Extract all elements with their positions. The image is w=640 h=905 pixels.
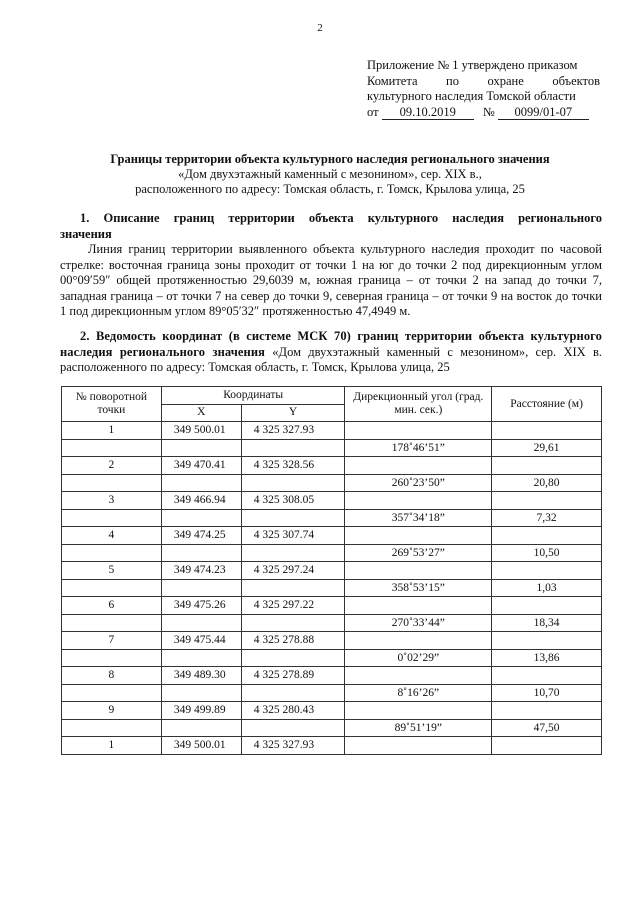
segment-angle: 270˚33’44” bbox=[345, 614, 492, 632]
point-x: 349 466.94 bbox=[161, 492, 241, 510]
angle-empty bbox=[345, 527, 492, 545]
point-number: 8 bbox=[62, 667, 162, 685]
coordinates-table-body bbox=[62, 422, 602, 755]
segment-distance: 10,70 bbox=[492, 684, 602, 702]
approval-number: 0099/01-07 bbox=[498, 106, 589, 120]
segment-distance: 18,34 bbox=[492, 614, 602, 632]
angle-empty bbox=[345, 562, 492, 580]
approval-date-number-row bbox=[367, 105, 600, 121]
section-2 bbox=[60, 329, 602, 376]
segment-row bbox=[62, 474, 602, 492]
point-row bbox=[62, 737, 602, 755]
point-number: 7 bbox=[62, 632, 162, 650]
header-coords: Координаты bbox=[161, 387, 345, 405]
segment-row bbox=[62, 614, 602, 632]
segment-y-empty bbox=[241, 474, 345, 492]
point-row bbox=[62, 457, 602, 475]
point-x: 349 499.89 bbox=[161, 702, 241, 720]
segment-point-empty bbox=[62, 509, 162, 527]
segment-x-empty bbox=[161, 719, 241, 737]
point-x: 349 475.26 bbox=[161, 597, 241, 615]
angle-empty bbox=[345, 632, 492, 650]
segment-point-empty bbox=[62, 684, 162, 702]
point-number: 6 bbox=[62, 597, 162, 615]
segment-angle: 89˚51’19” bbox=[345, 719, 492, 737]
segment-x-empty bbox=[161, 439, 241, 457]
from-label: от bbox=[367, 104, 379, 119]
segment-row bbox=[62, 544, 602, 562]
point-number: 1 bbox=[62, 422, 162, 440]
coordinates-table bbox=[61, 386, 602, 755]
segment-distance: 1,03 bbox=[492, 579, 602, 597]
segment-point-empty bbox=[62, 439, 162, 457]
point-row bbox=[62, 632, 602, 650]
segment-point-empty bbox=[62, 579, 162, 597]
angle-empty bbox=[345, 702, 492, 720]
distance-empty bbox=[492, 667, 602, 685]
segment-distance: 29,61 bbox=[492, 439, 602, 457]
segment-distance: 13,86 bbox=[492, 649, 602, 667]
header-point: № поворотной точки bbox=[62, 387, 162, 422]
page-number: 2 bbox=[317, 22, 323, 34]
header-y: Y bbox=[241, 404, 345, 422]
point-number: 5 bbox=[62, 562, 162, 580]
segment-y-empty bbox=[241, 509, 345, 527]
point-y: 4 325 278.88 bbox=[241, 632, 345, 650]
distance-empty bbox=[492, 597, 602, 615]
segment-y-empty bbox=[241, 579, 345, 597]
point-y: 4 325 297.24 bbox=[241, 562, 345, 580]
segment-row bbox=[62, 719, 602, 737]
point-x: 349 500.01 bbox=[161, 422, 241, 440]
segment-row bbox=[62, 579, 602, 597]
segment-angle: 269˚53’27” bbox=[345, 544, 492, 562]
point-x: 349 475.44 bbox=[161, 632, 241, 650]
segment-angle: 358˚53’15” bbox=[345, 579, 492, 597]
angle-empty bbox=[345, 597, 492, 615]
segment-y-empty bbox=[241, 649, 345, 667]
segment-row bbox=[62, 649, 602, 667]
segment-row bbox=[62, 684, 602, 702]
segment-y-empty bbox=[241, 684, 345, 702]
point-row bbox=[62, 422, 602, 440]
appendix-line-3: культурного наследия Томской области bbox=[367, 89, 576, 103]
segment-x-empty bbox=[161, 684, 241, 702]
segment-y-empty bbox=[241, 439, 345, 457]
appendix-line-2: Комитета по охране объектов bbox=[367, 73, 600, 88]
distance-empty bbox=[492, 632, 602, 650]
section-2-heading bbox=[60, 329, 602, 376]
appendix-approval-block bbox=[367, 58, 600, 120]
distance-empty bbox=[492, 562, 602, 580]
point-x: 349 474.23 bbox=[161, 562, 241, 580]
segment-angle: 0˚02’29” bbox=[345, 649, 492, 667]
segment-x-empty bbox=[161, 579, 241, 597]
distance-empty bbox=[492, 702, 602, 720]
point-y: 4 325 327.93 bbox=[241, 737, 345, 755]
point-y: 4 325 307.74 bbox=[241, 527, 345, 545]
segment-y-empty bbox=[241, 719, 345, 737]
point-x: 349 489.30 bbox=[161, 667, 241, 685]
angle-empty bbox=[345, 457, 492, 475]
angle-empty bbox=[345, 422, 492, 440]
point-row bbox=[62, 527, 602, 545]
segment-x-empty bbox=[161, 509, 241, 527]
section-2-heading-bold: 2. Ведомость координат (в системе МСК 70) границ территории объекта культурного наследия регионального значения bbox=[60, 329, 602, 359]
document-title bbox=[60, 152, 600, 197]
distance-empty bbox=[492, 422, 602, 440]
point-y: 4 325 297.22 bbox=[241, 597, 345, 615]
point-number: 9 bbox=[62, 702, 162, 720]
segment-point-empty bbox=[62, 474, 162, 492]
point-x: 349 474.25 bbox=[161, 527, 241, 545]
segment-x-empty bbox=[161, 474, 241, 492]
point-y: 4 325 280.43 bbox=[241, 702, 345, 720]
appendix-line-1: Приложение № 1 утверждено приказом bbox=[367, 58, 578, 72]
point-row bbox=[62, 597, 602, 615]
distance-empty bbox=[492, 737, 602, 755]
segment-row bbox=[62, 509, 602, 527]
segment-point-empty bbox=[62, 649, 162, 667]
point-y: 4 325 308.05 bbox=[241, 492, 345, 510]
segment-x-empty bbox=[161, 649, 241, 667]
section-1-heading: 1. Описание границ территории объекта культурного наследия регионального bbox=[80, 211, 602, 225]
segment-angle: 357˚34’18” bbox=[345, 509, 492, 527]
segment-distance: 10,50 bbox=[492, 544, 602, 562]
number-label: № bbox=[482, 104, 495, 119]
header-x: X bbox=[161, 404, 241, 422]
header-distance: Расстояние (м) bbox=[492, 387, 602, 422]
point-number: 2 bbox=[62, 457, 162, 475]
segment-angle: 178˚46’51” bbox=[345, 439, 492, 457]
point-number: 4 bbox=[62, 527, 162, 545]
segment-y-empty bbox=[241, 614, 345, 632]
point-x: 349 470.41 bbox=[161, 457, 241, 475]
segment-distance: 47,50 bbox=[492, 719, 602, 737]
segment-x-empty bbox=[161, 544, 241, 562]
title-line-3: расположенного по адресу: Томская область, г. Томск, Крылова улица, 25 bbox=[135, 182, 525, 196]
title-line-1: Границы территории объекта культурного наследия регионального значения bbox=[110, 152, 550, 166]
point-number: 1 bbox=[62, 737, 162, 755]
segment-point-empty bbox=[62, 719, 162, 737]
point-x: 349 500.01 bbox=[161, 737, 241, 755]
section-1 bbox=[60, 211, 602, 320]
distance-empty bbox=[492, 457, 602, 475]
point-y: 4 325 327.93 bbox=[241, 422, 345, 440]
segment-y-empty bbox=[241, 544, 345, 562]
section-1-heading-cont: значения bbox=[60, 226, 112, 241]
angle-empty bbox=[345, 667, 492, 685]
section-1-text: Линия границ территории выявленного объекта культурного наследия проходит по часовой стрелке: восточная граница зоны проходит от точки 1 на юг до точки 2 под дирекционным углом 00°09′59″ общей протяженностью 29,6039 м, южная граница – от точки 2 на запад до точки 7, западная граница – от точки 7 на север до точки 9, северная граница – от точки 9 на восток до точки 1 под дирекционным углом 89°05′32″ протяженностью 47,4949 м. bbox=[60, 242, 602, 318]
segment-point-empty bbox=[62, 544, 162, 562]
segment-row bbox=[62, 439, 602, 457]
segment-angle: 8˚16’26” bbox=[345, 684, 492, 702]
point-y: 4 325 328.56 bbox=[241, 457, 345, 475]
distance-empty bbox=[492, 492, 602, 510]
segment-distance: 20,80 bbox=[492, 474, 602, 492]
segment-distance: 7,32 bbox=[492, 509, 602, 527]
point-row bbox=[62, 562, 602, 580]
point-row bbox=[62, 702, 602, 720]
title-line-2: «Дом двухэтажный каменный с мезонином», сер. XIX в., bbox=[178, 167, 482, 181]
distance-empty bbox=[492, 527, 602, 545]
segment-point-empty bbox=[62, 614, 162, 632]
point-row bbox=[62, 492, 602, 510]
section-2-heading-rest: «Дом двухэтажный каменный с мезонином», сер. XIX в. расположенного по адресу: Томская область, г. Томск, Крылова улица, 25 bbox=[60, 344, 602, 374]
point-y: 4 325 278.89 bbox=[241, 667, 345, 685]
point-number: 3 bbox=[62, 492, 162, 510]
header-angle: Дирекционный угол (град. мин. сек.) bbox=[345, 387, 492, 422]
approval-date: 09.10.2019 bbox=[382, 106, 474, 120]
point-row bbox=[62, 667, 602, 685]
angle-empty bbox=[345, 492, 492, 510]
segment-angle: 260˚23’50” bbox=[345, 474, 492, 492]
segment-x-empty bbox=[161, 614, 241, 632]
angle-empty bbox=[345, 737, 492, 755]
